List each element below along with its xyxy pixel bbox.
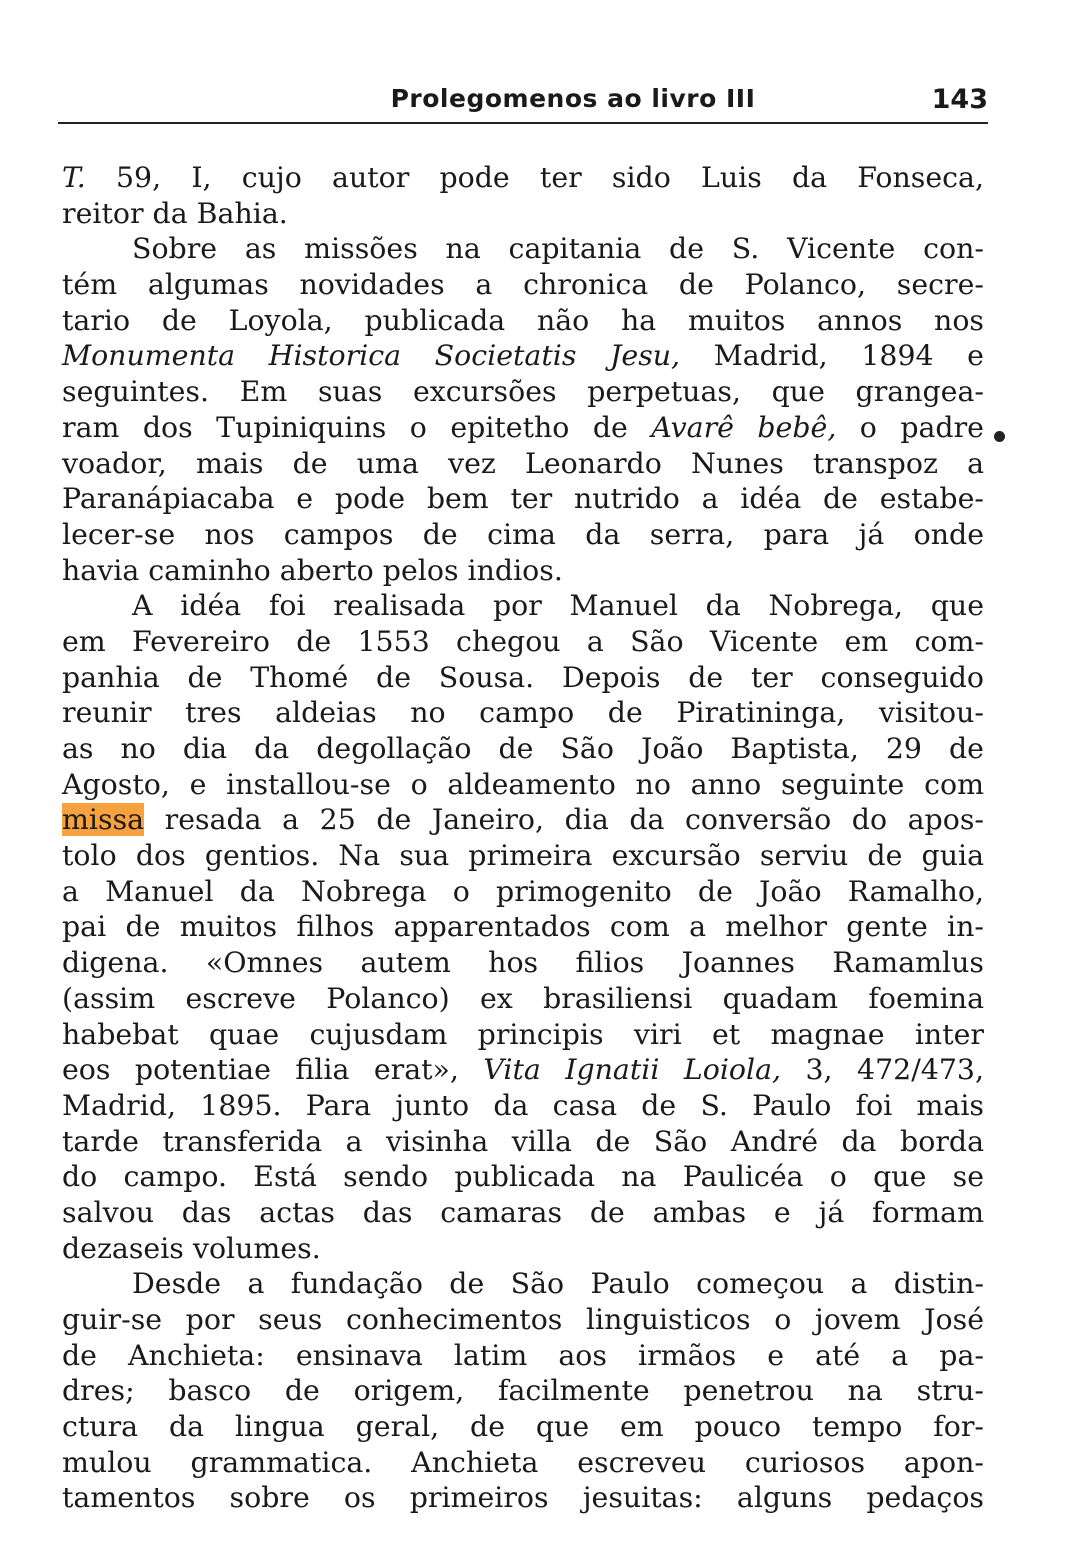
running-title: Prolegomenos ao livro III	[390, 84, 756, 113]
page-number: 143	[931, 84, 988, 115]
text-line: tamentos sobre os primeiros jesuitas: alguns pedaços	[62, 1481, 984, 1515]
text-line: reitor da Bahia.	[62, 196, 288, 230]
text-line: lecer-se nos campos de cima da serra, para já onde	[62, 517, 984, 551]
text-line: as no dia da degollação de São João Baptista, 29 de	[62, 732, 984, 765]
text-line: voador, mais de uma vez Leonardo Nunes transpoz a	[62, 446, 984, 480]
text-line: (assim escreve Polanco) ex brasiliensi quadam foemina	[62, 981, 984, 1015]
book-title: Monumenta Historica Societatis Jesu,	[62, 339, 681, 373]
text-line: ram dos Tupiniquins o epitetho de Avarê bebê, o padre	[62, 410, 984, 444]
text-line: a Manuel da Nobrega o primogenito de João Ramalho,	[62, 874, 984, 908]
text-line: Monumenta Historica Societatis Jesu, Madrid, 1894 e	[62, 339, 984, 373]
text-line: Madrid, 1895. Para junto da casa de S. Paulo foi mais	[62, 1088, 984, 1122]
text-line: salvou das actas das camaras de ambas e já formam	[62, 1195, 984, 1229]
text-line: seguintes. Em suas excursões perpetuas, que grangea-	[62, 375, 984, 409]
ink-speck	[994, 431, 1005, 442]
highlighted-word[interactable]: missa	[62, 803, 145, 837]
text-line: pai de muitos filhos apparentados com a melhor gente in-	[62, 910, 984, 944]
text-line: ctura da lingua geral, de que em pouco tempo for-	[62, 1410, 984, 1444]
footnote-ref: T.	[62, 161, 86, 194]
paragraph-start: A idéa foi realisada por Manuel da Nobrega, que	[132, 589, 984, 623]
nickname: Avarê bebê,	[651, 410, 837, 444]
text-line: panhia de Thomé de Sousa. Depois de ter conseguido	[62, 660, 984, 694]
text-line: reunir tres aldeias no campo de Piratininga, visitou-	[62, 696, 984, 730]
text-line: Paranápiacaba e pode bem ter nutrido a idéa de estabe-	[62, 482, 984, 516]
text-line: do campo. Está sendo publicada na Paulicéa o que se	[62, 1160, 984, 1194]
text-line: habebat quae cujusdam principis viri et magnae inter	[62, 1017, 984, 1051]
text-line: mulou grammatica. Anchieta escreveu curiosos apon-	[62, 1445, 984, 1479]
running-header	[58, 84, 988, 124]
text-line: havia caminho aberto pelos indios.	[62, 553, 563, 587]
text-line: de Anchieta: ensinava latim aos irmãos e até a pa-	[62, 1338, 984, 1372]
paragraph-start: Sobre as missões na capitania de S. Vicente con-	[132, 232, 984, 266]
text-line: em Fevereiro de 1553 chegou a São Vicente em com-	[62, 624, 984, 658]
text-line: Agosto, e installou-se o aldeamento no anno seguinte com	[62, 767, 984, 801]
text-line: missa resada a 25 de Janeiro, dia da conversão do apos-	[62, 803, 984, 837]
paragraph-start: Desde a fundação de São Paulo começou a distin-	[132, 1267, 984, 1301]
text-line: guir-se por seus conhecimentos linguisticos o jovem José	[62, 1303, 984, 1336]
body-text	[62, 160, 984, 1516]
text-line: digena. «Omnes autem hos filios Joannes Ramamlus	[62, 946, 984, 980]
text-line: dres; basco de origem, facilmente penetrou na stru-	[62, 1374, 984, 1408]
book-title: Vita Ignatii Loiola,	[483, 1053, 782, 1087]
text-line: eos potentiae filia erat», Vita Ignatii Loiola, 3, 472/473,	[62, 1053, 985, 1087]
text-line: tario de Loyola, publicada não ha muitos annos nos	[62, 303, 984, 337]
text-line: dezaseis volumes.	[62, 1231, 321, 1265]
text-line: T. 59, I, cujo autor pode ter sido Luis da Fonseca,	[62, 161, 984, 194]
text-line: tém algumas novidades a chronica de Polanco, secre-	[62, 268, 984, 302]
text-line: tolo dos gentios. Na sua primeira excursão serviu de guia	[62, 839, 984, 873]
text-line: tarde transferida a visinha villa de São André da borda	[62, 1124, 984, 1158]
